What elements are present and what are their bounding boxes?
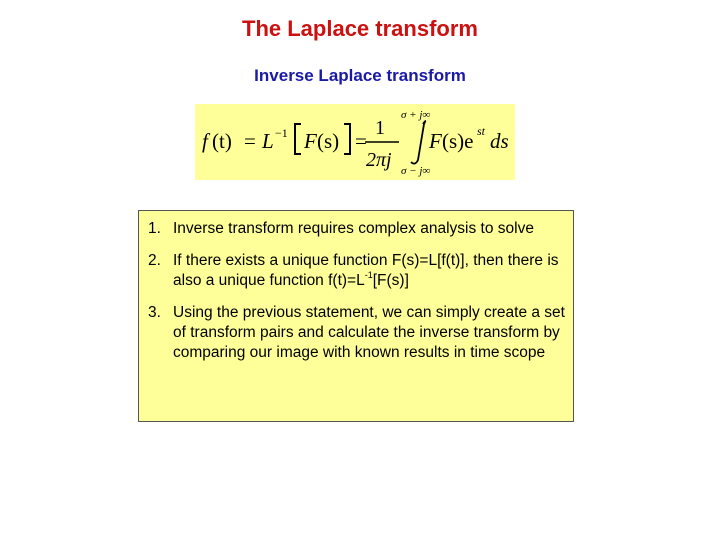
list-item-number: 3. <box>148 304 161 321</box>
formula-F: F <box>304 129 317 153</box>
formula-exponent: st <box>477 124 486 138</box>
list-item-text-main: If there exists a unique function F(s)=L[f(t)], then there is also a unique function f(t)=L <box>173 252 559 289</box>
list-item <box>139 303 573 363</box>
list-item-text <box>173 251 565 291</box>
notes-box <box>138 210 574 422</box>
list-item <box>139 219 573 239</box>
list-item <box>139 251 573 291</box>
formula-graphic <box>195 104 515 180</box>
formula-left-bracket <box>295 124 301 154</box>
formula-denominator: 2πj <box>366 149 392 171</box>
list-item-text-end: [F(s)] <box>372 272 409 289</box>
formula-equals-2: = <box>355 129 367 153</box>
formula-lhs-t: (t) <box>212 129 232 153</box>
list-item-text: Inverse transform requires complex analysis to solve <box>173 220 534 237</box>
formula-L-superscript: −1 <box>275 126 288 140</box>
slide-subtitle: Inverse Laplace transform <box>254 66 466 85</box>
formula-upper-limit: σ + j∞ <box>401 109 431 121</box>
formula-s: (s) <box>317 129 340 153</box>
inverse-laplace-formula <box>195 104 515 180</box>
list-item-number: 1. <box>148 220 161 237</box>
slide-title: The Laplace transform <box>242 16 478 41</box>
formula-ds: ds <box>490 129 509 153</box>
formula-lower-limit: σ − j∞ <box>401 165 431 177</box>
formula-equals-1: = <box>244 129 256 153</box>
list-item-superscript: -1 <box>364 269 373 280</box>
formula-lhs-f: f <box>202 129 208 153</box>
integral-sign-icon <box>411 121 425 164</box>
formula-L: L <box>262 129 274 153</box>
list-item-text: Using the previous statement, we can simply create a set of transform pairs and calculate the inverse transform by comparing our image with known results in time scope <box>173 304 565 361</box>
formula-integrand-F: F <box>429 129 442 153</box>
formula-right-bracket <box>344 124 350 154</box>
formula-numerator: 1 <box>375 117 385 139</box>
formula-integrand-s-e: (s)e <box>442 129 474 153</box>
list-item-number: 2. <box>148 252 161 269</box>
